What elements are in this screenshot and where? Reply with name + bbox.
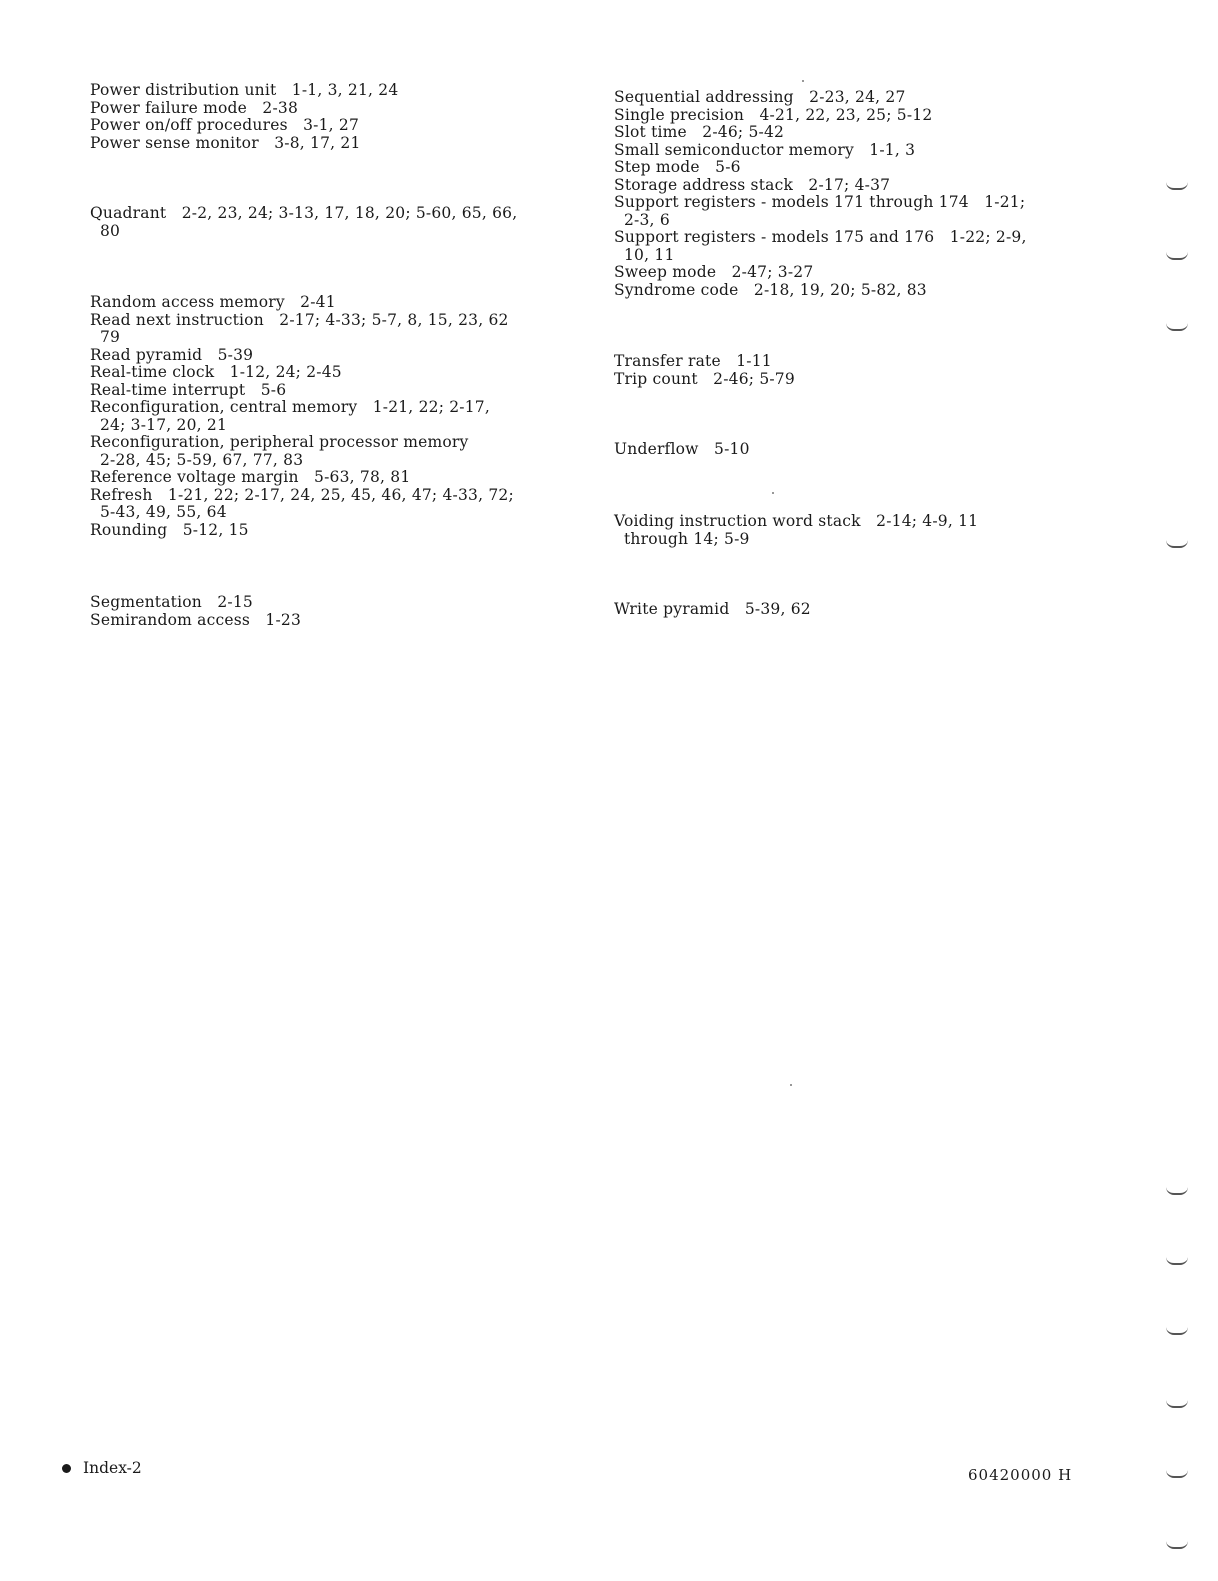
index-entry-text: Power distribution unit 1-1, 3, 21, 24 — [90, 81, 399, 99]
index-entry-text: Support registers - models 175 and 176 1-22; 2-9, — [614, 228, 1027, 246]
index-entry-text: Segmentation 2-15 — [90, 593, 253, 611]
index-entry — [614, 177, 1094, 195]
index-entry — [90, 135, 560, 153]
binding-mark — [1166, 1327, 1188, 1335]
index-entry-text: Random access memory 2-41 — [90, 293, 336, 311]
index-entry — [90, 487, 560, 522]
index-entry-text: Sweep mode 2-47; 3-27 — [614, 263, 814, 281]
binding-mark — [1166, 1257, 1188, 1265]
index-entry-continuation: 80 — [100, 221, 121, 240]
index-entry-text: Reconfiguration, central memory 1-21, 22; 2-17, — [90, 398, 490, 416]
index-entry — [614, 371, 1094, 389]
index-entry-text: Power failure mode 2-38 — [90, 98, 299, 117]
binding-mark — [1166, 323, 1188, 331]
index-entry — [614, 441, 1094, 459]
index-entry-text: Sequential addressing 2-23, 24, 27 — [614, 88, 906, 106]
scan-speck — [790, 1084, 792, 1086]
index-entry-text: Voiding instruction word stack 2-14; 4-9, 11 — [614, 512, 979, 530]
bullet-icon — [62, 1464, 71, 1473]
index-entry — [614, 107, 1094, 125]
index-entry-text: Rounding 5-12, 15 — [90, 520, 249, 539]
index-entry-text: Small semiconductor memory 1-1, 3 — [614, 140, 916, 159]
binding-mark — [1166, 1541, 1188, 1549]
index-group-t — [614, 353, 1094, 388]
index-entry — [90, 205, 560, 240]
index-entry-text: Storage address stack 2-17; 4-37 — [614, 175, 891, 194]
binding-mark — [1166, 182, 1188, 190]
index-group-v — [614, 513, 1094, 548]
binding-mark — [1166, 1400, 1188, 1408]
index-entry — [90, 82, 560, 100]
index-entry — [90, 117, 560, 135]
index-entry-text: Support registers - models 171 through 174 1-21; — [614, 193, 1026, 211]
index-entry — [614, 89, 1094, 107]
index-entry-text: Reference voltage margin 5-63, 78, 81 — [90, 468, 411, 486]
index-entry — [614, 601, 1094, 619]
index-entry — [614, 124, 1094, 142]
scan-speck — [802, 80, 804, 82]
index-entry-text: Underflow 5-10 — [614, 440, 750, 458]
index-entry-text: Single precision 4-21, 22, 23, 25; 5-12 — [614, 105, 933, 124]
index-entry — [90, 294, 560, 312]
index-entry — [90, 469, 560, 487]
binding-edge-marks — [1158, 0, 1188, 1581]
index-entry — [90, 312, 560, 347]
index-entry-text: Real-time interrupt 5-6 — [90, 380, 287, 399]
index-entry — [90, 594, 560, 612]
index-entry — [90, 364, 560, 382]
index-entry-text: Power sense monitor 3-8, 17, 21 — [90, 133, 361, 152]
document-number: 60420000 H — [968, 1466, 1073, 1484]
index-group-s — [614, 89, 1094, 299]
binding-mark — [1166, 540, 1188, 548]
index-entry-text: Reconfiguration, peripheral processor memory — [90, 433, 469, 451]
index-entry — [90, 522, 560, 540]
index-group-s-left — [90, 594, 560, 629]
page-label: Index-2 — [83, 1459, 142, 1477]
index-entry-text: Semirandom access 1-23 — [90, 610, 302, 629]
binding-mark — [1166, 1470, 1188, 1478]
index-entry-continuation: 79 — [100, 328, 121, 346]
index-entry-continuation: 10, 11 — [624, 245, 675, 264]
index-entry — [614, 513, 1094, 548]
index-entry-text: Slot time 2-46; 5-42 — [614, 123, 785, 141]
index-entry — [614, 159, 1094, 177]
index-entry-text: Refresh 1-21, 22; 2-17, 24, 25, 45, 46, 47; 4-33, 72; — [90, 485, 514, 504]
index-entry-text: Syndrome code 2-18, 19, 20; 5-82, 83 — [614, 280, 927, 299]
index-entry-text: Read pyramid 5-39 — [90, 345, 254, 364]
index-entry-text: Power on/off procedures 3-1, 27 — [90, 116, 360, 134]
index-entry-continuation: 5-43, 49, 55, 64 — [100, 503, 227, 521]
index-entry — [614, 282, 1094, 300]
index-entry — [90, 434, 560, 469]
scan-speck — [772, 492, 774, 494]
index-entry-text: Transfer rate 1-11 — [614, 352, 772, 370]
index-entry-continuation: 24; 3-17, 20, 21 — [100, 415, 228, 434]
index-entry-text: Read next instruction 2-17; 4-33; 5-7, 8, 15, 23, 62 — [90, 310, 509, 329]
index-entry — [90, 399, 560, 434]
index-group-p — [90, 82, 560, 152]
index-entry-text: Trip count 2-46; 5-79 — [614, 369, 795, 388]
index-entry-continuation: 2-3, 6 — [624, 210, 670, 229]
index-group-r — [90, 294, 560, 539]
index-entry-text: Step mode 5-6 — [614, 158, 741, 176]
index-entry — [614, 142, 1094, 160]
index-entry — [614, 229, 1094, 264]
index-entry — [90, 347, 560, 365]
index-group-q — [90, 205, 560, 240]
index-entry — [614, 194, 1094, 229]
index-entry-continuation: through 14; 5-9 — [624, 529, 750, 548]
index-group-u — [614, 441, 1094, 459]
index-entry-continuation: 2-28, 45; 5-59, 67, 77, 83 — [100, 450, 304, 469]
index-entry-text: Quadrant 2-2, 23, 24; 3-13, 17, 18, 20; 5-60, 65, 66, — [90, 204, 518, 222]
index-entry — [90, 100, 560, 118]
index-entry — [90, 612, 560, 630]
page-footer-left — [62, 1459, 142, 1477]
binding-mark — [1166, 1187, 1188, 1195]
index-entry-text: Write pyramid 5-39, 62 — [614, 600, 811, 618]
index-entry-text: Real-time clock 1-12, 24; 2-45 — [90, 363, 342, 381]
index-entry — [614, 264, 1094, 282]
binding-mark — [1166, 252, 1188, 260]
index-entry — [90, 382, 560, 400]
index-entry — [614, 353, 1094, 371]
index-group-w — [614, 601, 1094, 619]
